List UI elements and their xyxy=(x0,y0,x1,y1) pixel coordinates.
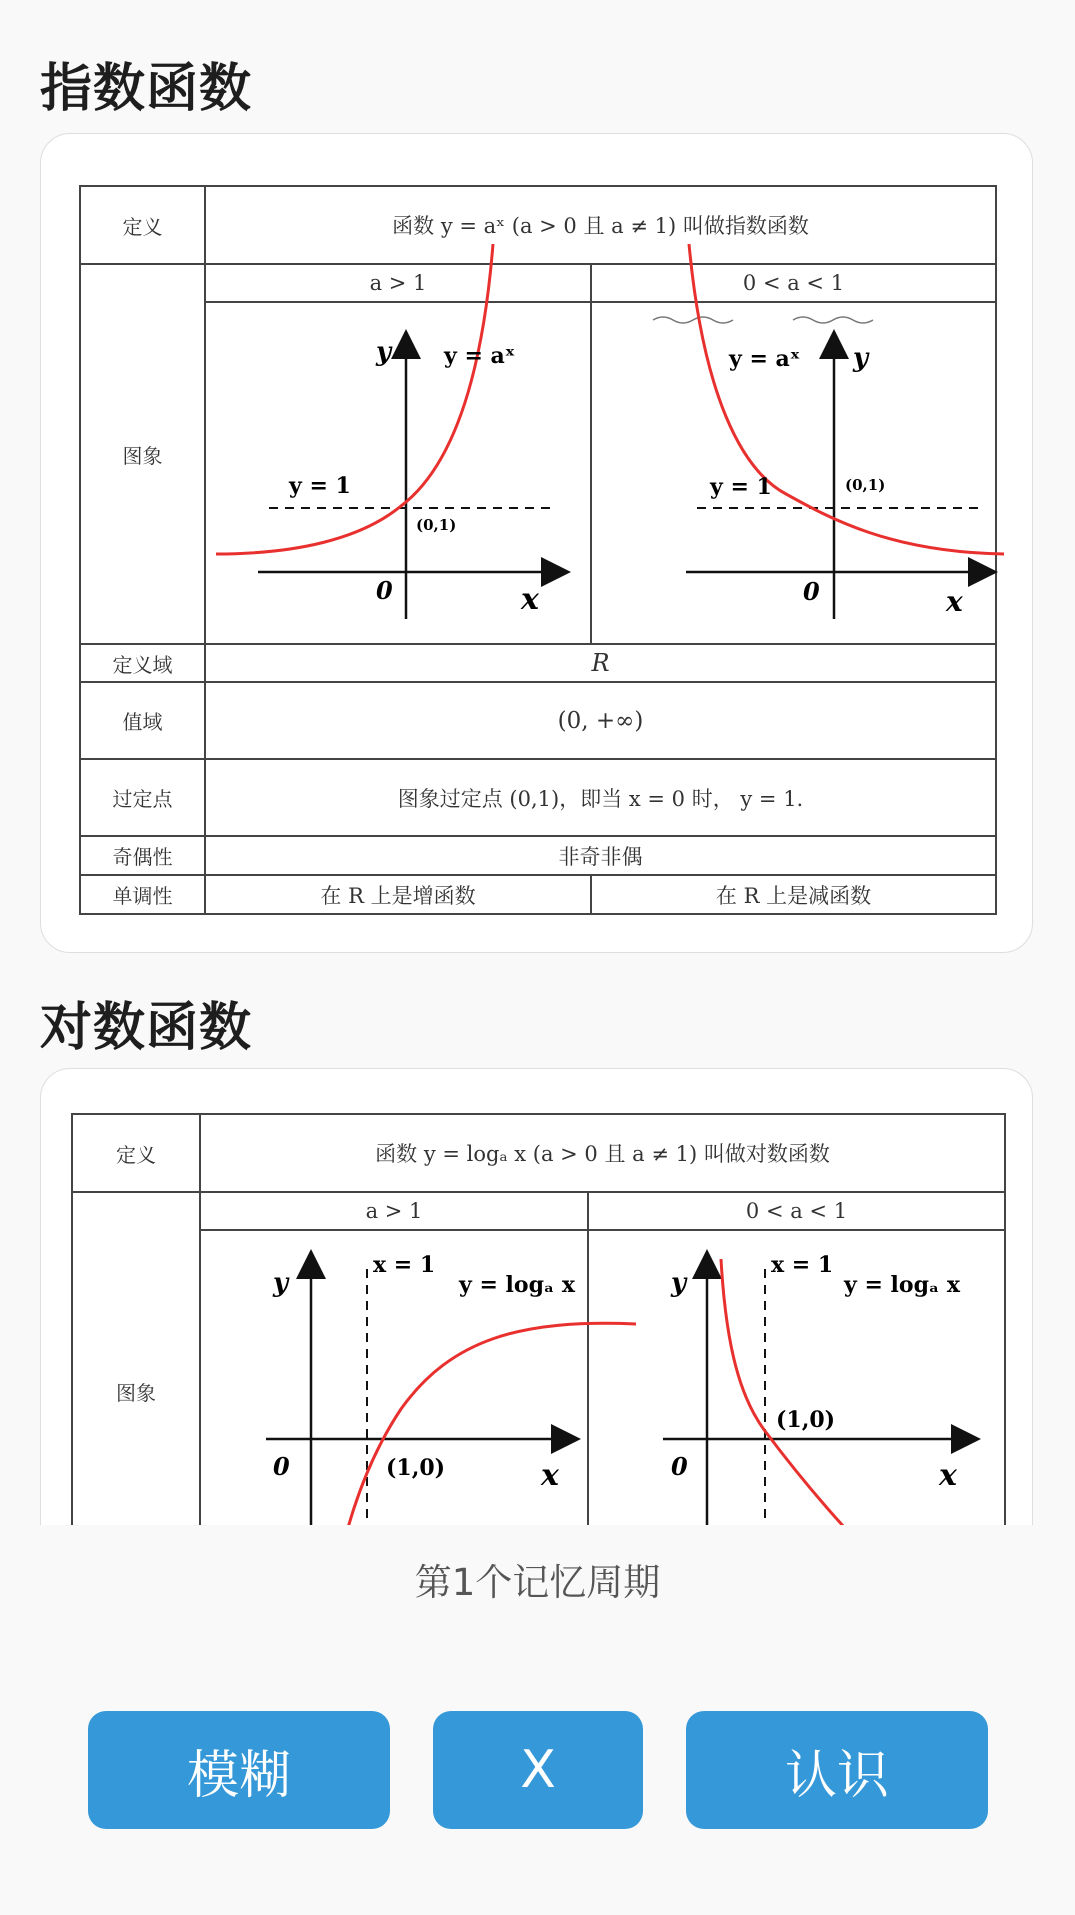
exp-domain: R xyxy=(205,644,996,682)
exp-case-a-gt-1: a > 1 xyxy=(205,264,591,302)
log-row-label-definition: 定义 xyxy=(72,1114,200,1192)
log-case-a-lt-1: 0 < a < 1 xyxy=(588,1192,1005,1230)
exp-row-label-monotonicity: 单调性 xyxy=(80,875,205,914)
log-g2-point-label: (1,0) xyxy=(776,1407,836,1433)
exp-row-label-range: 值域 xyxy=(80,682,205,759)
log-definition: 函数 y = logₐ x (a > 0 且 a ≠ 1) 叫做对数函数 xyxy=(200,1114,1005,1192)
log-g2-x-label: x xyxy=(939,1458,957,1493)
exp-definition: 函数 y = aˣ (a > 0 且 a ≠ 1) 叫做指数函数 xyxy=(205,186,996,264)
log-row-label-graph: 图象 xyxy=(72,1192,200,1590)
exp-g1-line-label: y = 1 xyxy=(289,473,351,499)
know-button[interactable]: 认识 xyxy=(686,1711,988,1829)
exp-g2-line-label: y = 1 xyxy=(710,474,772,500)
exp-range: (0, +∞) xyxy=(205,682,996,759)
exp-row-label-parity: 奇偶性 xyxy=(80,836,205,875)
exp-graph-cell-1 xyxy=(205,302,591,644)
exp-g1-point-label: (0,1) xyxy=(416,516,457,534)
exp-case-a-lt-1: 0 < a < 1 xyxy=(591,264,996,302)
log-g2-y-label: y xyxy=(671,1268,687,1298)
log-g1-point-label: (1,0) xyxy=(386,1455,446,1481)
fuzzy-button[interactable]: 模糊 xyxy=(88,1711,390,1829)
log-g1-line-label: x = 1 xyxy=(373,1252,436,1278)
exp-section-title: 指数函数 xyxy=(40,59,253,119)
exp-g2-point-label: (0,1) xyxy=(845,476,886,494)
exp-mono-2: 在 R 上是减函数 xyxy=(591,875,996,914)
exp-g2-y-label: y xyxy=(853,343,869,373)
exp-g1-y-label: y xyxy=(376,337,392,367)
exp-row-label-domain: 定义域 xyxy=(80,644,205,682)
log-g2-origin-label: 0 xyxy=(671,1452,688,1481)
log-table xyxy=(71,1113,1006,1591)
exp-graph-cell-2 xyxy=(591,302,996,644)
exp-fixed-point: 图象过定点 (0,1)，即当 x = 0 时， y = 1. xyxy=(205,759,996,836)
exp-g1-x-label: x xyxy=(521,582,539,617)
exp-g2-origin-label: 0 xyxy=(803,577,820,606)
log-g2-curve-label: y = logₐ x xyxy=(844,1272,960,1298)
log-section-title: 对数函数 xyxy=(40,998,253,1058)
forget-button[interactable]: X xyxy=(433,1711,643,1829)
exp-table xyxy=(79,185,997,915)
exp-row-label-graph: 图象 xyxy=(80,264,205,644)
log-g1-x-label: x xyxy=(541,1458,559,1493)
log-g2-line-label: x = 1 xyxy=(771,1252,834,1278)
exp-row-label-fixed-point: 过定点 xyxy=(80,759,205,836)
log-g1-y-label: y xyxy=(273,1268,289,1298)
exp-card[interactable] xyxy=(40,133,1033,953)
log-g1-origin-label: 0 xyxy=(273,1452,290,1481)
exp-parity: 非奇非偶 xyxy=(205,836,996,875)
exp-mono-1: 在 R 上是增函数 xyxy=(205,875,591,914)
memory-cycle-label: 第1个记忆周期 xyxy=(414,1561,661,1604)
exp-row-label-definition: 定义 xyxy=(80,186,205,264)
log-case-a-gt-1: a > 1 xyxy=(200,1192,588,1230)
log-g1-curve-label: y = logₐ x xyxy=(459,1272,575,1298)
exp-g2-curve-label: y = aˣ xyxy=(729,346,801,372)
exp-g1-curve-label: y = aˣ xyxy=(444,343,516,369)
exp-g1-origin-label: 0 xyxy=(376,576,393,605)
exp-g2-x-label: x xyxy=(946,585,963,618)
